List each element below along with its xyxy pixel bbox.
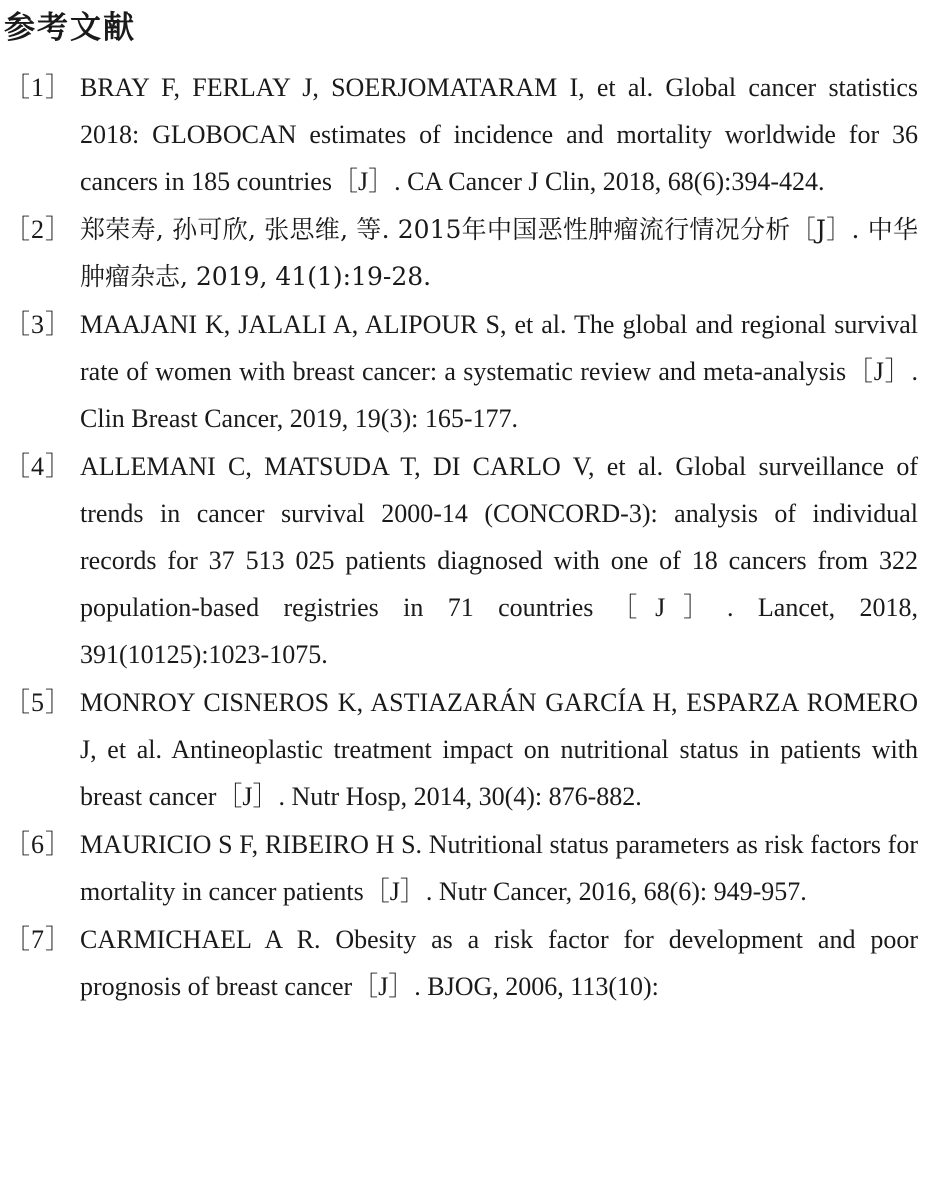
reference-text: CARMICHAEL A R. Obesity as a risk factor for development and poor prognosis of breast cancer［J］. BJOG, 2006, 113(10): (80, 925, 918, 1001)
reference-number: ［6］ (4, 830, 73, 859)
reference-text: MAAJANI K, JALALI A, ALIPOUR S, et al. The global and regional survival rate of women with breast cancer: a systematic review and meta-analysis［J］. Clin Breast Cancer, 2019, 19(3): 165-177. (80, 310, 918, 433)
reference-number: ［7］ (4, 925, 73, 954)
reference-text: MONROY CISNEROS K, ASTIAZARÁN GARCÍA H, ESPARZA ROMERO J, et al. Antineoplastic treatment impact on nutritional status in patients with breast cancer［J］. Nutr Hosp, 2014, 30(4): 876-882. (80, 688, 918, 811)
reference-item-2 (0, 206, 918, 300)
reference-number: ［1］ (4, 73, 73, 102)
reference-text: MAURICIO S F, RIBEIRO H S. Nutritional status parameters as risk factors for mortality in cancer patients［J］. Nutr Cancer, 2016, 68(6): 949-957. (80, 830, 918, 906)
reference-list (0, 64, 928, 1011)
reference-number: ［4］ (4, 452, 73, 481)
reference-number: ［2］ (4, 215, 73, 244)
reference-text: ALLEMANI C, MATSUDA T, DI CARLO V, et al. Global surveillance of trends in cancer survival 2000-14 (CONCORD-3): analysis of individual records for 37 513 025 patients diagnosed with one of 18 cancers from 322 population-based registries in 71 countries［J］. Lancet, 2018, 391(10125):1023-1075. (80, 452, 918, 669)
reference-text: 郑荣寿, 孙可欣, 张思维, 等. 2015年中国恶性肿瘤流行情况分析［J］. 中华肿瘤杂志, 2019, 41(1):19-28. (80, 215, 918, 291)
reference-item-6 (0, 821, 918, 915)
reference-item-3 (0, 301, 918, 442)
reference-item-5 (0, 679, 918, 820)
page-title: 参考文献 (4, 10, 136, 46)
reference-item-7 (0, 916, 918, 1010)
reference-item-4 (0, 443, 918, 678)
reference-item-1 (0, 64, 918, 205)
reference-number: ［5］ (4, 688, 73, 717)
reference-number: ［3］ (4, 310, 73, 339)
reference-text: BRAY F, FERLAY J, SOERJOMATARAM I, et al. Global cancer statistics 2018: GLOBOCAN estimates of incidence and mortality worldwide for 36 cancers in 185 countries［J］. CA Cancer J Clin, 2018, 68(6):394-424. (80, 73, 918, 196)
